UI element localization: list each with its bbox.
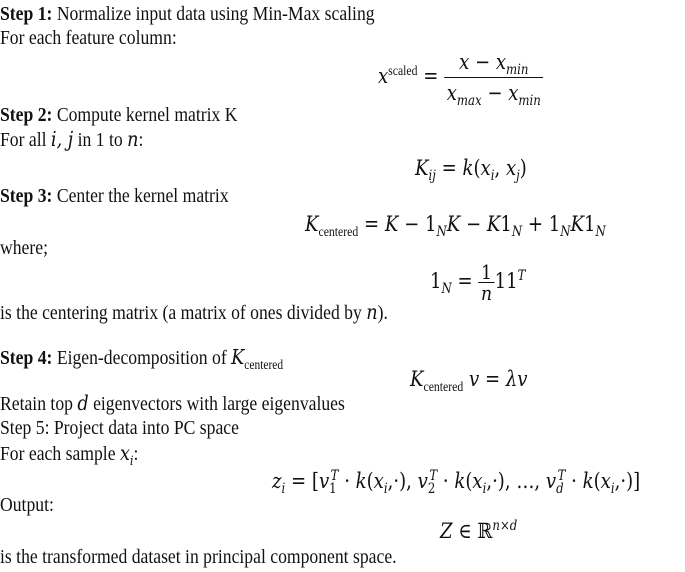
eq-sub: min (506, 62, 529, 79)
text: For each sample (0, 443, 120, 465)
text: For all (0, 129, 51, 151)
step3-label: Step 3: (0, 185, 53, 207)
math-vars: i, j (50, 127, 74, 151)
fraction-denominator (444, 78, 543, 110)
eq-sub: max (456, 93, 482, 110)
eq-var: x (459, 50, 470, 74)
step4-label: Step 4: (0, 347, 53, 369)
text: Retain top (0, 393, 78, 415)
step1-text: Normalize input data using Min-Max scaling (52, 3, 375, 25)
math-sub: i (129, 454, 134, 470)
output-equation: Z ∈ ℝ$^{n\times d}$ (440, 518, 518, 543)
where-label: where; (0, 237, 48, 259)
step1-label: Step 1: (0, 3, 53, 25)
eq-var: x (495, 50, 507, 74)
step3-explain (0, 300, 388, 325)
step2-heading (0, 103, 237, 127)
text: in 1 to (73, 129, 128, 151)
text: is the centering matrix (a matrix of ones divided by (0, 302, 367, 324)
step3-text: Center the kernel matrix (52, 185, 229, 207)
step2-label: Step 2: (0, 104, 53, 126)
output-label: Output: (0, 494, 54, 516)
eq-var: x (508, 81, 519, 105)
math-var: n (366, 300, 378, 324)
centering-matrix-equation: $1_N$ = $\frac{1}{n}$ $11^T$ (430, 260, 526, 305)
one-over-n-fraction: $\frac{1}{n}$ (478, 262, 494, 303)
text: eigenvectors with large eigenvalues (88, 393, 345, 415)
step1-heading (0, 2, 375, 26)
step1-subtext: For each feature column: (0, 27, 177, 49)
math-sub: centered (244, 357, 284, 373)
projection-equation: $z_i = [v_1^T \cdot k(x_i,\cdot)$, $v_2^T \cdot k(x_i,\cdot)$, …, $v_d^T \cdot k(x_i,\cdot)$] (272, 468, 641, 498)
eq-equals: = (417, 64, 445, 88)
fraction-numerator (444, 50, 543, 78)
eigen-equation: $K_{centered}$ v = λv (410, 367, 528, 395)
step5-subtext (0, 441, 139, 470)
output-explain: is the transformed dataset in principal component space. (0, 546, 397, 568)
retain-text (0, 391, 345, 416)
kernel-equation: $K_{ij} = k(x_i$, $x_j$) (415, 156, 527, 185)
step2-subtext (0, 127, 143, 152)
math-var: K (231, 345, 245, 369)
step5-heading: Step 5: Project data into PC space (0, 417, 239, 439)
math-var: n (127, 127, 139, 151)
text: ). (377, 302, 388, 324)
centering-equation: $K_{centered} = K - 1_NK - K1_N + 1_NK1_N$ (305, 212, 606, 241)
text: : (133, 443, 139, 465)
step4-heading (0, 345, 284, 373)
eq-var: x (446, 81, 457, 105)
minmax-equation (378, 50, 543, 110)
math-var: x (119, 441, 130, 465)
step4-text: Eigen-decomposition of (52, 347, 232, 369)
step3-heading (0, 184, 229, 208)
eq-op: − (481, 81, 509, 105)
minmax-fraction (444, 50, 543, 110)
math-var: d (77, 391, 89, 415)
text: : (138, 129, 144, 151)
eq-sup: scaled (388, 63, 418, 78)
step2-text: Compute kernel matrix K (52, 104, 238, 126)
eq-var: x (378, 64, 389, 88)
eq-op: − (469, 50, 496, 74)
eq-sub: min (518, 93, 541, 110)
